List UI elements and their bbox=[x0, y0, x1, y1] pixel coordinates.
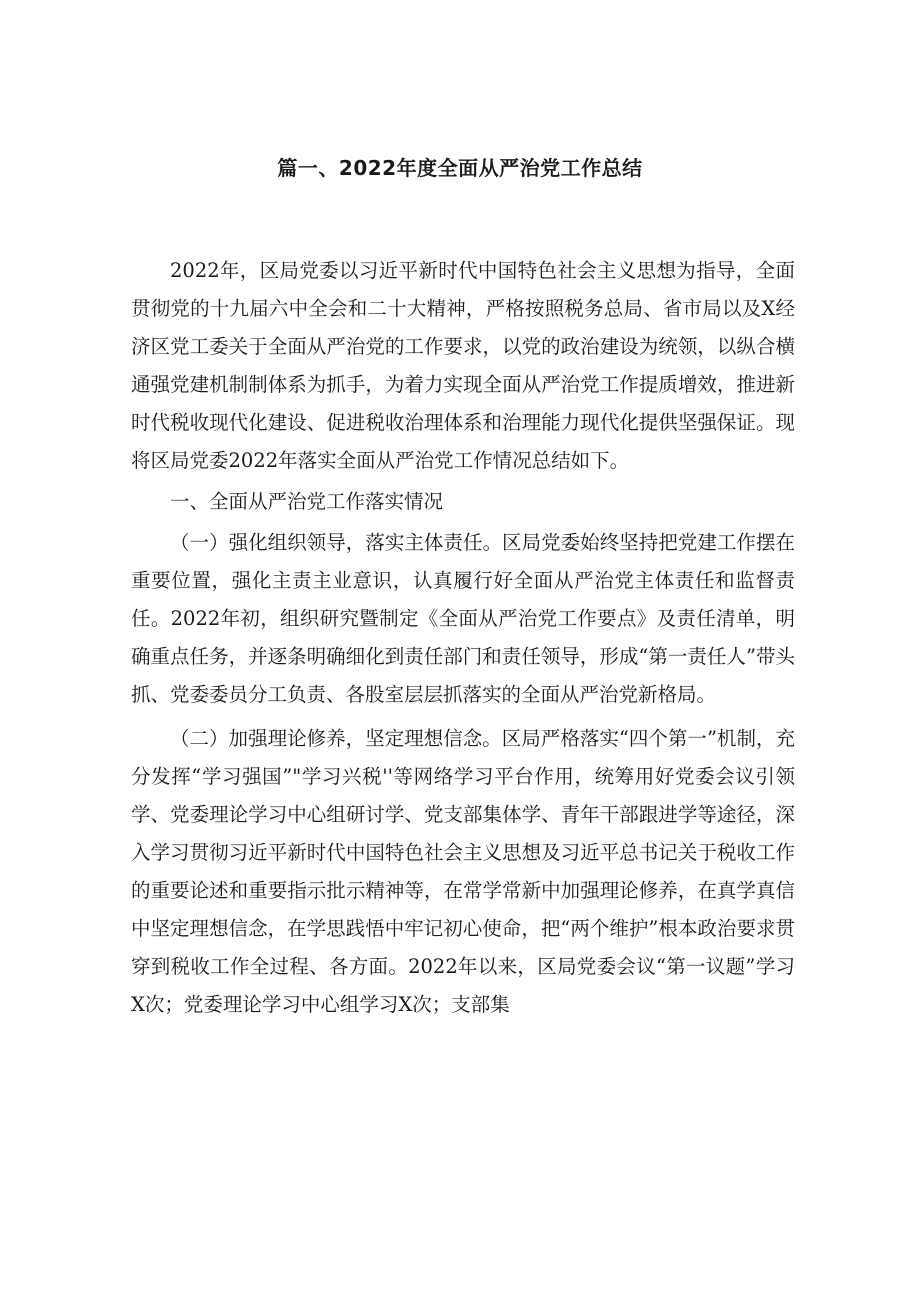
paragraph-theory-cultivation: （二）加强理论修养，坚定理想信念。区局严格落实“四个第一”机制，充分发挥“学习强国”"学习兴税''等网络学习平台作用，统筹用好党委会议引领学、党委理论学习中心组研讨学、党支部集体学、青年干部跟进学等途径，深入学习贯彻习近平新时代中国特色社会主义思想及习近平总书记关于税收工作的重要论述和重要指示批示精神等，在常学常新中加强理论修养，在真学真信中坚定理想信念，在学思践悟中牢记初心使命，把“两个维护”根本政治要求贯穿到税收工作全过程、各方面。2022年以来，区局党委会议“第一议题”学习X次；党委理论学习中心组学习X次；支部集 bbox=[131, 727, 795, 1016]
section-heading: 一、全面从严治党工作落实情况 bbox=[170, 490, 444, 513]
document-body bbox=[131, 252, 795, 1024]
intro-paragraph: 2022年，区局党委以习近平新时代中国特色社会主义思想为指导，全面贯彻党的十九届六中全会和二十大精神，严格按照税务总局、省市局以及X经济区党工委关于全面从严治党的工作要求，以党的政治建设为统领，以纵合横通强党建机制制体系为抓手，为着力实现全面从严治党工作提质增效，推进新时代税收现代化建设、促进税收治理体系和治理能力现代化提供坚强保证。现将区局党委2022年落实全面从严治党工作情况总结如下。 bbox=[131, 259, 795, 472]
paragraph-organization-leadership: （一）强化组织领导，落实主体责任。区局党委始终坚持把党建工作摆在重要位置，强化主责主业意识，认真履行好全面从严治党主体责任和监督责任。2022年初，组织研究暨制定《全面从严治党工作要点》及责任清单，明确重点任务，并逐条明确细化到责任部门和责任领导，形成“第一责任人”带头抓、党委委员分工负责、各股室层层抓落实的全面从严治党新格局。 bbox=[131, 531, 795, 706]
document-title: 篇一、2022年度全面从严治党工作总结 bbox=[277, 156, 643, 180]
